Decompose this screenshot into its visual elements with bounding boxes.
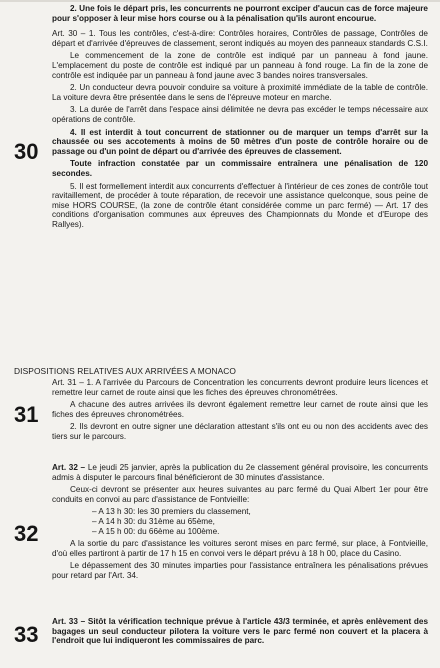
article-29-paragraph-2: 2. Une fois le départ pris, les concurrents ne pourront exciper d'aucun cas de force majeure pour s'opposer à leur mise hors course ou à la pénalisation qu'ils auront encourue. xyxy=(52,4,428,23)
article-33-lead: Art. 33 – xyxy=(52,617,86,626)
article-30-paragraph-1: Art. 30 – 1. Tous les contrôles, c'est-à-dire: Contrôles horaires, Contrôles de passage, Contrôles de départ et d'arrivée d'épreuves de classement, seront indiqués au moyen des panneaux standards C.S.I. xyxy=(52,29,428,48)
article-33-number: 33 xyxy=(14,622,39,647)
article-31-paragraph-2: 2. Ils devront en outre signer une déclaration attestant s'ils ont eu ou non des accidents avec des tiers sur le parcours. xyxy=(52,422,428,441)
schedule-item: – A 15 h 00: du 66ème au 100ème. xyxy=(92,526,220,536)
article-30-paragraph-zone: Le commencement de la zone de contrôle est indiqué par un panneau à fond jaune. L'emplacement du poste de contrôle est indiqué par un panneau à fond rouge. La fin de la zone de contrôle est indiquée par un panneau à fond jaune avec 3 bandes noires transversales. xyxy=(52,51,428,80)
schedule-item: – A 14 h 30: du 31ème au 65ème, xyxy=(92,516,215,526)
article-30-paragraph-4: 4. Il est interdit à tout concurrent de stationner ou de marquer un temps d'arrêt sur la chaussée ou ses accotements à moins de 50 mètres d'un poste de contrôle horaire ou de passage ou d'un point de départ ou d'arrivée des épreuves de classement. xyxy=(52,127,428,156)
article-33-paragraph-1-text: Sitôt la vérification technique prévue à l'article 43/3 terminée, et après enlèvement des bagages un seul conducteur pilotera la voiture vers le parc fermé non couvert et la placera à l'endroit que lui indiqueront les commissaires de parc. xyxy=(52,617,428,646)
article-30-text xyxy=(52,4,428,232)
article-32-paragraph-penalty: Le dépassement des 30 minutes imparties pour l'assistance entraînera les pénalisations prévues pour retard par l'Art. 34. xyxy=(52,561,428,580)
article-33-text xyxy=(52,617,428,649)
article-30-paragraph-5: 5. Il est formellement interdit aux concurrents d'effectuer à l'intérieur de ces zones de contrôle tout ravitaillement, de procéder à toute réparation, de recevoir une assistance quelconque, sous peine de mise HORS COURSE, (la zone de contrôle étant considérée comme un parc fermé) — Art. 17 des conditions d'organisation communes aux épreuves des Championnats du Monde et d'Europe des Rallyes). xyxy=(52,181,428,229)
section-title: DISPOSITIONS RELATIVES AUX ARRIVÉES A MONACO xyxy=(14,366,237,376)
article-31-text xyxy=(52,378,428,445)
article-32-schedule-list xyxy=(52,507,428,536)
page-top-edge xyxy=(0,0,440,2)
schedule-item: – A 13 h 30: les 30 premiers du classement, xyxy=(92,507,251,517)
article-31-paragraph-1: Art. 31 – 1. A l'arrivée du Parcours de Concentration les concurrents devront produire leurs licences et remettre leur carnet de route ainsi que les fiches des épreuves chronométrées. xyxy=(52,378,428,397)
article-32-text xyxy=(52,463,428,584)
article-33-paragraph-1 xyxy=(52,617,428,646)
article-32-paragraph-schedule: Ceux-ci devront se présenter aux heures suivantes au parc fermé du Quai Albert 1er pour être conduits en convoi au parc d'assistance de Fontvieille: xyxy=(52,485,428,504)
article-31-paragraph-other-arrivals: A chacune des autres arrivées ils devront également remettre leur carnet de route ainsi que les fiches des épreuves chronométrées. xyxy=(52,400,428,419)
article-30-paragraph-3: 3. La durée de l'arrêt dans l'espace ainsi délimitée ne devra pas excéder le temps nécessaire aux opérations de contrôle. xyxy=(52,105,428,124)
article-32-number: 32 xyxy=(14,521,39,546)
article-30-penalty: Toute infraction constatée par un commissaire entraînera une pénalisation de 120 secondes. xyxy=(52,159,428,178)
article-32-lead: Art. 32 – xyxy=(52,463,86,472)
article-31-number: 31 xyxy=(14,402,39,427)
article-32-paragraph-1 xyxy=(52,463,428,482)
article-32-paragraph-exit: A la sortie du parc d'assistance les voitures seront mises en parc fermé, sur place, à Fontvieille, d'où elles partiront à partir de 17 h 15 en convoi vers le départ prévu à 18 h 00, place du Casino. xyxy=(52,539,428,558)
article-32-paragraph-1-text: Le jeudi 25 janvier, après la publication du 2e classement général provisoire, les concurrents admis à disputer le parcours final bénéficieront de 30 minutes d'assistance. xyxy=(52,463,429,482)
article-30-number: 30 xyxy=(14,139,39,164)
article-30-paragraph-2: 2. Un conducteur devra pouvoir conduire sa voiture à proximité immédiate de la table de contrôle. La voiture devra être présentée dans le sens de l'épreuve moteur en marche. xyxy=(52,83,428,102)
